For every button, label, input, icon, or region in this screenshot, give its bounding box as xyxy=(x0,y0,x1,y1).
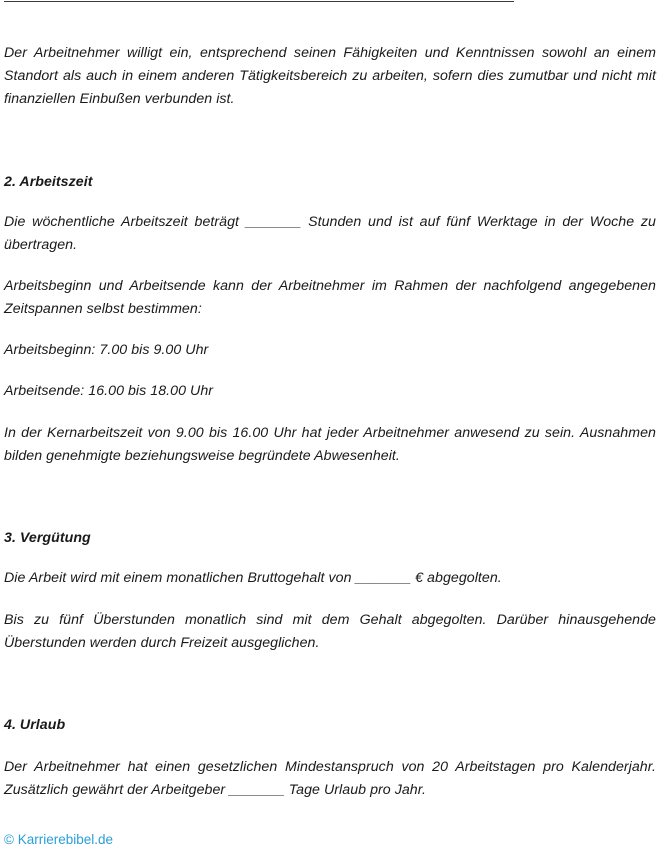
section-heading-arbeitszeit: 2. Arbeitszeit xyxy=(4,174,93,190)
section-heading-verguetung: 3. Vergütung xyxy=(4,530,91,546)
paragraph-flexible-hours: Arbeitsbeginn und Arbeitsende kann der Arbeitnehmer im Rahmen der nachfolgend angegebenen Zeitspannen selbst bestimmen: xyxy=(4,278,656,317)
paragraph-work-start: Arbeitsbeginn: 7.00 bis 9.00 Uhr xyxy=(4,342,209,358)
footer-copyright: © Karrierebibel.de xyxy=(4,832,114,847)
section-heading-urlaub: 4. Urlaub xyxy=(4,717,66,733)
paragraph-weekly-hours: Die wöchentliche Arbeitszeit beträgt _______ Stunden und ist auf fünf Werktage in der Woche zu übertragen. xyxy=(4,214,656,253)
paragraph-core-hours: In der Kernarbeitszeit von 9.00 bis 16.00 Uhr hat jeder Arbeitnehmer anwesend zu sein. Ausnahmen bilden genehmigte beziehungsweise begründete Abwesenheit. xyxy=(4,425,656,464)
paragraph-salary: Die Arbeit wird mit einem monatlichen Bruttogehalt von _______ € abgegolten. xyxy=(4,570,502,586)
top-divider xyxy=(4,1,514,2)
paragraph-work-end: Arbeitsende: 16.00 bis 18.00 Uhr xyxy=(4,383,214,399)
intro-paragraph: Der Arbeitnehmer willigt ein, entsprechend seinen Fähigkeiten und Kenntnissen sowohl an einem Standort als auch in einem anderen Tätigkeitsbereich zu arbeiten, sofern dies zumutbar und nicht mit finanziellen Einbußen verbunden ist. xyxy=(4,45,656,107)
paragraph-vacation: Der Arbeitnehmer hat einen gesetzlichen Mindestanspruch von 20 Arbeitstagen pro Kalenderjahr. Zusätzlich gewährt der Arbeitgeber _______ Tage Urlaub pro Jahr. xyxy=(4,759,656,798)
paragraph-overtime: Bis zu fünf Überstunden monatlich sind mit dem Gehalt abgegolten. Darüber hinausgehende Überstunden werden durch Freizeit ausgeglichen. xyxy=(4,612,656,651)
